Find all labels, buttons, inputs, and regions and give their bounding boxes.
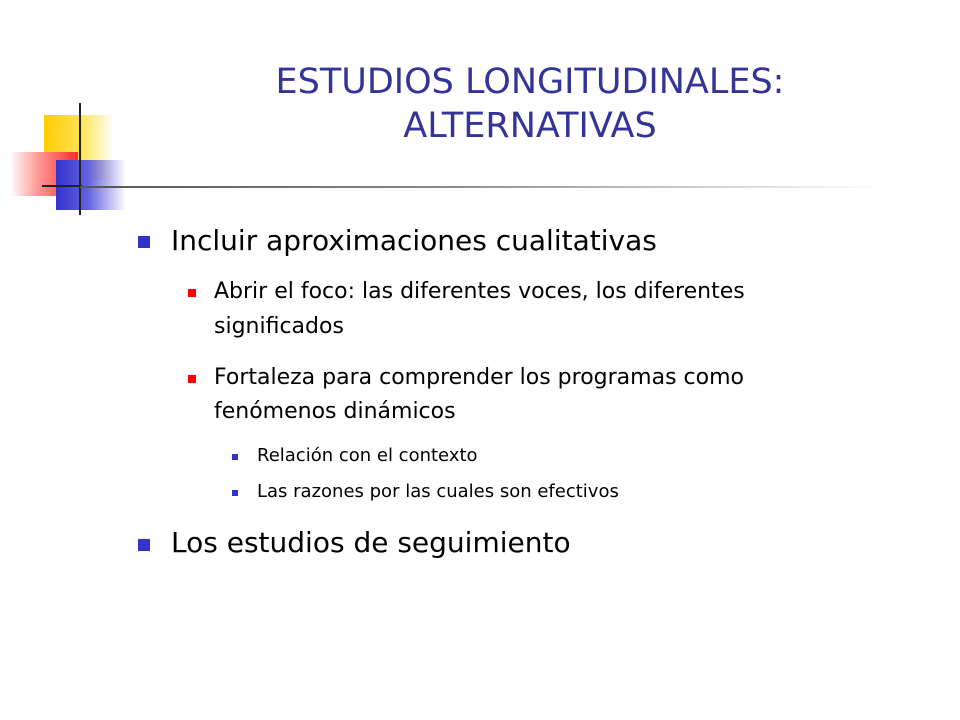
- bullet-marker-level1: [138, 236, 150, 248]
- bullet-marker-level1: [138, 539, 150, 551]
- bullet-marker-level3: [232, 454, 238, 460]
- bullet-level2-text-line: Abrir el foco: las diferentes voces, los diferentes: [214, 279, 745, 304]
- bullet-marker-level2: [188, 375, 196, 383]
- bullet-marker-level3: [232, 490, 238, 496]
- bullet-level1-text: Incluir aproximaciones cualitativas: [171, 224, 657, 257]
- bullet-level3-text: Las razones por las cuales son efectivos: [257, 481, 619, 502]
- bullet-level2-text-line: significados: [214, 314, 344, 339]
- bullet-level2-text-line: Fortaleza para comprender los programas como: [214, 365, 744, 390]
- bullet-level2-text-line: fenómenos dinámicos: [214, 399, 456, 424]
- bullet-marker-level2: [188, 289, 196, 297]
- slide-title-line-1: ESTUDIOS LONGITUDINALES:: [275, 62, 785, 102]
- slide-title-line-2: ALTERNATIVAS: [403, 106, 657, 146]
- bullet-level1-text: Los estudios de seguimiento: [171, 526, 571, 559]
- bullet-level3-text: Relación con el contexto: [257, 445, 478, 466]
